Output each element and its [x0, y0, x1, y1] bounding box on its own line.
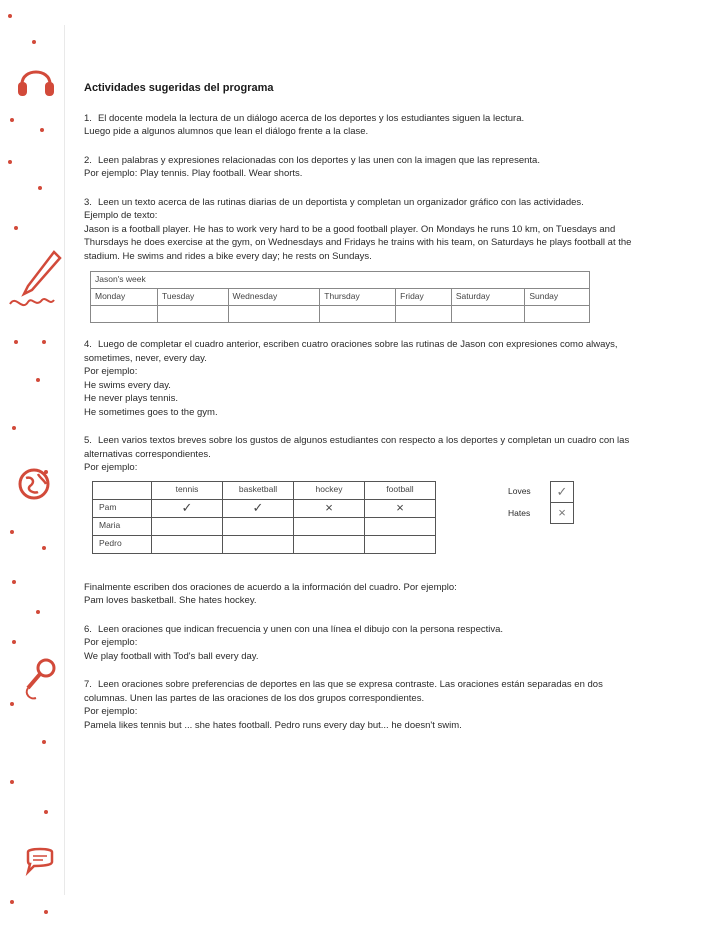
decor-dot: [44, 810, 48, 814]
preference-mark: ✓: [152, 499, 223, 517]
schedule-day: Thursday: [320, 289, 396, 306]
decor-dot: [42, 740, 46, 744]
decor-dot: [12, 426, 16, 430]
schedule-day: Monday: [91, 289, 158, 306]
decor-dot: [38, 186, 42, 190]
decor-dot: [10, 702, 14, 706]
activity-4: [84, 338, 644, 419]
sport-header: hockey: [294, 481, 365, 499]
decor-dot: [36, 610, 40, 614]
decor-dot: [8, 14, 12, 18]
cross-icon: ×: [550, 503, 574, 524]
decorative-margin: [0, 0, 70, 930]
globe-icon: [16, 466, 52, 502]
legend-label: Loves: [508, 485, 531, 496]
speech-bubble-icon: [22, 846, 58, 876]
preference-cell: [365, 517, 436, 535]
activity-text: Por ejemplo:: [84, 706, 138, 717]
activity-text: Finalmente escriben dos oraciones de acuerdo a la información del cuadro. Por ejemplo:: [84, 581, 457, 593]
activity-text: Por ejemplo:: [84, 637, 138, 648]
preference-cell: [152, 517, 223, 535]
document-body: [84, 82, 644, 747]
activity-3: [84, 196, 644, 324]
pen-icon: [6, 246, 66, 316]
preferences-table: [92, 481, 436, 554]
activity-text: Luego pide a algunos alumnos que lean el diálogo frente a la clase.: [84, 126, 369, 137]
activity-text: 5. Leen varios textos breves sobre los gustos de algunos estudiantes con respecto a los deportes y completan un cuadro con las alternativas correspondientes.: [84, 435, 630, 460]
page-edge: [64, 25, 67, 895]
activity-text: Pamela likes tennis but ... she hates football. Pedro runs every day but... he doesn't swim.: [84, 719, 462, 731]
schedule-day: Tuesday: [158, 289, 229, 306]
decor-dot: [10, 118, 14, 122]
activity-text: 2. Leen palabras y expresiones relacionadas con los deportes y las unen con la imagen que las representa.: [84, 154, 540, 166]
sport-header: football: [365, 481, 436, 499]
activity-text: He sometimes goes to the gym.: [84, 406, 218, 418]
preference-mark: ✓: [223, 499, 294, 517]
preference-cell: [223, 517, 294, 535]
activity-7: [84, 678, 644, 732]
schedule-day: Sunday: [525, 289, 590, 306]
headphones-icon: [14, 60, 58, 100]
document-title: Actividades sugeridas del programa: [84, 82, 274, 94]
decor-dot: [10, 530, 14, 534]
activity-text: He swims every day.: [84, 379, 171, 391]
decor-dot: [12, 640, 16, 644]
check-icon: ✓: [550, 481, 574, 503]
activity-text: 1. El docente modela la lectura de un diálogo acerca de los deportes y los estudiantes siguen la lectura.: [84, 112, 525, 124]
activity-text: He never plays tennis.: [84, 393, 178, 404]
preference-cell: [294, 517, 365, 535]
student-name: Pam: [93, 499, 152, 517]
schedule-day: Wednesday: [228, 289, 320, 306]
decor-dot: [12, 580, 16, 584]
activity-text: Por ejemplo:: [84, 462, 138, 473]
activity-2: [84, 154, 644, 181]
schedule-day: Friday: [396, 289, 452, 306]
activity-text: Jason is a football player. He has to work very hard to be a good football player. On Mondays he runs 10 km, on Tuesdays and Thursdays he does exercise at the gym, on Wednesdays and Fridays he trains with his team, on Saturdays he plays football at the stadium. He swims and rides a bike every day; he rests on Sundays.: [84, 223, 632, 262]
activity-text: 3. Leen un texto acerca de las rutinas diarias de un deportista y completan un organizador gráfico con las actividades.: [84, 196, 584, 208]
activity-text: Ejemplo de texto:: [84, 210, 158, 221]
schedule-organizer: [90, 271, 590, 323]
schedule-cell: [396, 306, 452, 323]
activity-1: [84, 112, 644, 139]
schedule-day: Saturday: [451, 289, 524, 306]
decor-dot: [14, 340, 18, 344]
decor-dot: [44, 910, 48, 914]
legend-row: [508, 481, 574, 503]
preference-cell: [223, 535, 294, 553]
schedule-cell: [158, 306, 229, 323]
preference-cell: [152, 535, 223, 553]
activity-6: [84, 623, 644, 664]
preference-cell: [294, 535, 365, 553]
activity-text: Por ejemplo:: [84, 366, 138, 377]
sport-header: tennis: [152, 481, 223, 499]
legend-row: [508, 503, 574, 525]
student-name: Pedro: [93, 535, 152, 553]
decor-dot: [8, 160, 12, 164]
schedule-cell: [525, 306, 590, 323]
activity-text: We play football with Tod's ball every day.: [84, 650, 259, 662]
decor-dot: [14, 226, 18, 230]
preference-legend: [508, 481, 574, 525]
decor-dot: [32, 40, 36, 44]
decor-dot: [42, 340, 46, 344]
student-name: Maria: [93, 517, 152, 535]
schedule-cell: [91, 306, 158, 323]
corner-cell: [93, 481, 152, 499]
sport-header: basketball: [223, 481, 294, 499]
schedule-cell: [228, 306, 320, 323]
decor-dot: [40, 128, 44, 132]
schedule-cell: [320, 306, 396, 323]
preference-cell: [365, 535, 436, 553]
activity-text: Por ejemplo: Play tennis. Play football. Wear shorts.: [84, 168, 303, 179]
schedule-header: Jason's week: [91, 272, 590, 289]
preference-mark: ×: [365, 499, 436, 517]
activity-text: 6. Leen oraciones que indican frecuencia y unen con una línea el dibujo con la persona respectiva.: [84, 623, 504, 635]
preference-mark: ×: [294, 499, 365, 517]
microphone-icon: [20, 656, 60, 706]
activity-text: 4. Luego de completar el cuadro anterior, escriben cuatro oraciones sobre las rutinas de Jason con expresiones como always, sometimes, never, every day.: [84, 339, 618, 364]
activity-text: Pam loves basketball. She hates hockey.: [84, 595, 257, 606]
decor-dot: [36, 378, 40, 382]
schedule-cell: [451, 306, 524, 323]
activity-text: 7. Leen oraciones sobre preferencias de deportes en las que se expresa contraste. Las oraciones están separadas en dos columnas. Unen las partes de las oraciones de los dos grupos correspondientes.: [84, 679, 603, 704]
activity-5: [84, 434, 644, 608]
decor-dot: [10, 900, 14, 904]
decor-dot: [10, 780, 14, 784]
preferences-area: [84, 481, 644, 581]
decor-dot: [42, 546, 46, 550]
legend-label: Hates: [508, 507, 531, 518]
